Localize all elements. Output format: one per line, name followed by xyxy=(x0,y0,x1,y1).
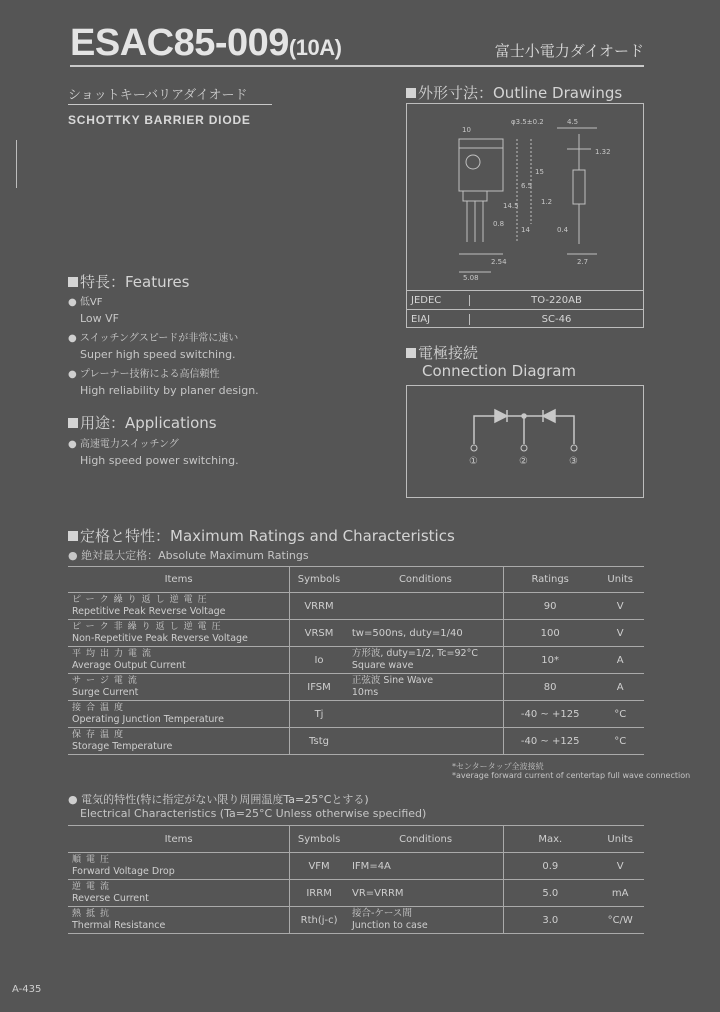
unit: V xyxy=(596,853,644,880)
square-bullet-icon xyxy=(68,531,78,541)
header-symbols: Symbols xyxy=(290,567,348,593)
pin-1-label: ① xyxy=(469,456,478,467)
dim-2-7: 2.7 xyxy=(577,258,589,266)
condition xyxy=(348,593,504,620)
table-row xyxy=(68,674,644,701)
unit: A xyxy=(596,674,644,701)
symbol: IFSM xyxy=(290,674,348,701)
condition: 方形波, duty=1/2, Tc=92°C Square wave xyxy=(348,647,504,674)
pin-3-label: ③ xyxy=(569,456,578,467)
margin-mark xyxy=(16,140,17,188)
dim-6-5: 6.5 xyxy=(521,182,533,190)
item-en: Surge Current xyxy=(72,686,139,698)
type-rule xyxy=(68,104,272,105)
square-bullet-icon xyxy=(68,418,78,428)
pin-1-terminal xyxy=(471,445,477,451)
abs-max-subtitle: ● 絶対最大定格：Absolute Maximum Ratings xyxy=(68,549,309,562)
package-tab xyxy=(463,191,487,201)
header-items: Items xyxy=(68,826,290,853)
pin-2-label: ② xyxy=(519,456,528,467)
unit: V xyxy=(596,620,644,647)
dim-1-32: 1.32 xyxy=(595,148,611,156)
header-ratings: Ratings xyxy=(503,567,596,593)
applications-heading: 用途：Applications xyxy=(68,412,217,433)
feature-item-jp: ● プレーナー技術による高信頼性 xyxy=(68,369,220,380)
item-en: Forward Voltage Drop xyxy=(72,865,175,877)
dim-14-5: 14.5 xyxy=(503,202,519,210)
pin-3-terminal xyxy=(571,445,577,451)
table-row xyxy=(68,701,644,728)
table-row xyxy=(68,853,644,880)
item-jp: 順電圧 xyxy=(72,854,115,865)
feature-item-jp: ● スイッチングスピードが非常に速い xyxy=(68,333,239,344)
dim-hole: φ3.5±0.2 xyxy=(511,118,544,126)
condition xyxy=(348,728,504,755)
ratings-note-jp: *センタータップ全波接続 xyxy=(452,762,544,771)
dim-4-5: 4.5 xyxy=(567,118,579,126)
package-row xyxy=(407,290,643,309)
header-rule xyxy=(70,65,644,67)
square-bullet-icon xyxy=(68,277,78,287)
unit: °C/W xyxy=(596,907,644,934)
brand-jp: 富士小電力ダイオード xyxy=(494,42,644,60)
dim-15: 15 xyxy=(535,168,544,176)
table-row xyxy=(68,880,644,907)
mount-hole xyxy=(466,155,480,169)
features-list xyxy=(68,293,259,401)
condition: 正弦波 Sine Wave 10ms xyxy=(348,674,504,701)
pin-2-terminal xyxy=(521,445,527,451)
condition: VR=VRRM xyxy=(348,880,504,907)
diode-2-icon xyxy=(543,410,555,422)
symbol: IRRM xyxy=(290,880,348,907)
outline-heading: 外形寸法：Outline Drawings xyxy=(406,82,622,103)
electrical-table xyxy=(68,825,644,934)
package-value: SC-46 xyxy=(469,314,643,325)
feature-item-jp: ● 低VF xyxy=(68,297,103,308)
symbol: Tstg xyxy=(290,728,348,755)
table-row xyxy=(68,647,644,674)
item-en: Average Output Current xyxy=(72,659,186,671)
rating-value: -40 ~ +125 xyxy=(503,701,596,728)
connection-box xyxy=(406,385,644,498)
dim-2-54: 2.54 xyxy=(491,258,507,266)
side-view-body xyxy=(573,170,585,204)
symbol: VRSM xyxy=(290,620,348,647)
unit: mA xyxy=(596,880,644,907)
rating-value: 90 xyxy=(503,593,596,620)
symbol: Io xyxy=(290,647,348,674)
package-body xyxy=(459,139,503,191)
table-row xyxy=(68,907,644,934)
dim-10: 10 xyxy=(462,126,471,134)
feature-item-en: Super high speed switching. xyxy=(80,348,236,361)
item-en: Operating Junction Temperature xyxy=(72,713,224,725)
unit: A xyxy=(596,647,644,674)
square-bullet-icon xyxy=(406,88,416,98)
condition xyxy=(348,701,504,728)
part-number-title xyxy=(70,22,341,65)
electrical-heading-en: Electrical Characteristics (Ta=25°C Unless otherwise specified) xyxy=(80,807,427,820)
condition: tw=500ns, duty=1/40 xyxy=(348,620,504,647)
dim-5-08: 5.08 xyxy=(463,274,479,282)
package-table xyxy=(407,290,643,326)
connection-heading: 電極接続 xyxy=(406,342,478,363)
dim-0-4: 0.4 xyxy=(557,226,569,234)
item-jp: 逆電流 xyxy=(72,881,115,892)
type-jp: ショットキーバリアダイオード xyxy=(68,88,248,103)
application-item-jp: ● 高速電力スイッチング xyxy=(68,439,179,450)
item-en: Reverse Current xyxy=(72,892,149,904)
package-standard: JEDEC xyxy=(411,294,442,306)
type-en: SCHOTTKY BARRIER DIODE xyxy=(68,113,251,127)
part-number: ESAC85-009 xyxy=(70,22,289,64)
table-row xyxy=(68,593,644,620)
header-units: Units xyxy=(596,826,644,853)
header-conditions: Conditions xyxy=(348,567,504,593)
table-row xyxy=(68,620,644,647)
symbol: Tj xyxy=(290,701,348,728)
rating-value: 100 xyxy=(503,620,596,647)
header-max: Max. xyxy=(504,826,597,853)
header-items: Items xyxy=(68,567,290,593)
applications-list xyxy=(68,435,239,467)
diode-1-icon xyxy=(495,410,507,422)
table-row xyxy=(68,728,644,755)
unit: °C xyxy=(596,701,644,728)
item-jp: 熱抵抗 xyxy=(72,908,115,919)
features-heading: 特長：Features xyxy=(68,271,190,292)
table-header-row xyxy=(68,826,644,853)
item-en: Storage Temperature xyxy=(72,740,173,752)
max-value: 0.9 xyxy=(504,853,597,880)
unit: °C xyxy=(596,728,644,755)
ratings-note-en: *average forward current of centertap full wave connection xyxy=(452,771,691,780)
connection-schematic xyxy=(407,386,643,497)
rating-value: 10* xyxy=(503,647,596,674)
rating-value: 80 xyxy=(503,674,596,701)
page-number: A-435 xyxy=(12,984,42,995)
connection-heading-en: Connection Diagram xyxy=(422,362,577,380)
ratings-heading: 定格と特性：Maximum Ratings and Characteristics xyxy=(68,525,455,546)
square-bullet-icon xyxy=(406,348,416,358)
max-value: 5.0 xyxy=(504,880,597,907)
table-header-row xyxy=(68,567,644,593)
symbol: VRRM xyxy=(290,593,348,620)
item-jp: 平均出力電流 xyxy=(72,648,157,659)
package-standard: EIAJ xyxy=(411,313,431,325)
package-row xyxy=(407,309,643,328)
condition: IFM=4A xyxy=(348,853,504,880)
rating-value: -40 ~ +125 xyxy=(503,728,596,755)
item-jp: ピーク非繰り返し逆電圧 xyxy=(72,621,226,632)
max-ratings-table xyxy=(68,566,644,755)
item-jp: サージ電流 xyxy=(72,675,142,686)
electrical-heading: ● 電気的特性(特に指定がない限り周囲温度Ta=25°Cとする) xyxy=(68,793,369,806)
current-rating: (10A) xyxy=(288,35,342,60)
item-en: Thermal Resistance xyxy=(72,919,166,931)
item-jp: ピーク繰り返し逆電圧 xyxy=(72,594,212,605)
item-jp: 保存温度 xyxy=(72,729,129,740)
outline-box xyxy=(406,103,644,328)
header-units: Units xyxy=(596,567,644,593)
symbol: Rth(j-c) xyxy=(290,907,348,934)
dim-0-8: 0.8 xyxy=(493,220,505,228)
feature-item-en: Low VF xyxy=(80,312,120,325)
feature-item-en: High reliability by planer design. xyxy=(80,384,259,397)
header-conditions: Conditions xyxy=(348,826,504,853)
item-en: Repetitive Peak Reverse Voltage xyxy=(72,605,226,617)
application-item-en: High speed power switching. xyxy=(80,454,239,467)
item-jp: 接合温度 xyxy=(72,702,129,713)
condition: 接合-ケース間 Junction to case xyxy=(348,907,504,934)
symbol: VFM xyxy=(290,853,348,880)
header-symbols: Symbols xyxy=(290,826,348,853)
unit: V xyxy=(596,593,644,620)
dim-14: 14 xyxy=(521,226,530,234)
max-value: 3.0 xyxy=(504,907,597,934)
item-en: Non-Repetitive Peak Reverse Voltage xyxy=(72,632,248,644)
dim-1-2: 1.2 xyxy=(541,198,553,206)
package-value: TO-220AB xyxy=(469,295,643,306)
